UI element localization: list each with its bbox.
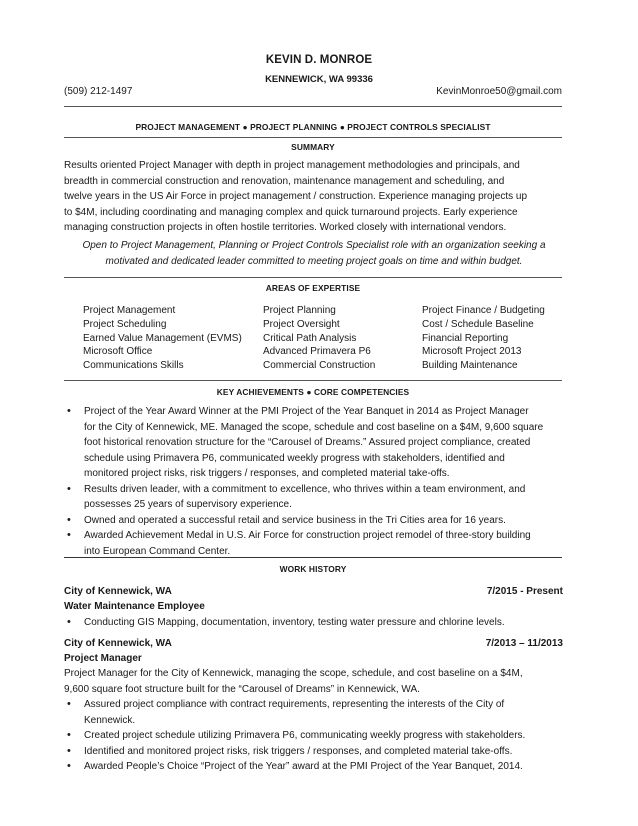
job-bullets: [64, 697, 564, 775]
list-item: [64, 482, 564, 513]
summary-line: to $4M, including coordinating and managing complex and quick turnaround projects. Early experience: [64, 206, 518, 218]
skill-item: Financial Reporting: [422, 332, 509, 344]
item-line: monitored project risks, risk triggers / responses, and completed material take-offs.: [84, 468, 450, 479]
summary-line: Results oriented Project Manager with depth in project management methodologies and principals, and: [64, 160, 520, 171]
summary-line: managing construction projects in often hostile territories. Worked closely with international vendors.: [64, 222, 507, 233]
skill-item: Cost / Schedule Baseline: [422, 318, 534, 330]
objective-line: Open to Project Management, Planning or Project Controls Specialist role with an organization seeking a: [82, 240, 546, 251]
list-item: [64, 728, 564, 744]
item-line: • Awarded People’s Choice “Project of the Year” award at the PMI Project of the Year Banquet, 2014.: [84, 761, 523, 772]
job-description: [64, 666, 564, 697]
work-history-heading: WORK HISTORY: [279, 564, 347, 574]
job-dates: 7/2013 – 11/2013: [485, 638, 563, 649]
list-item: [64, 697, 564, 728]
candidate-location: KENNEWICK, WA 99336: [265, 74, 373, 85]
job-dates: 7/2015 - Present: [486, 586, 563, 597]
divider: [64, 137, 562, 138]
job-bullets: [64, 615, 564, 631]
item-line: • Awarded Achievement Medal in U.S. Air Force for construction project remodel of three-story building: [84, 530, 531, 541]
skill-item: Project Finance / Budgeting: [422, 305, 545, 316]
item-line: for the City of Kennewick, ME. Managed the scope, schedule and cost baseline on a $4M, 9,600 square: [84, 421, 544, 433]
candidate-name: KEVIN D. MONROE: [265, 54, 373, 66]
skill-item: Advanced Primavera P6: [263, 346, 371, 358]
job-header: [64, 586, 563, 597]
achievements-heading: KEY ACHIEVEMENTS ● CORE COMPETENCIES: [216, 387, 410, 397]
item-line: • Project of the Year Award Winner at the PMI Project of the Year Banquet in 2014 as Project Manager: [84, 406, 529, 417]
skill-item: Building Maintenance: [422, 360, 518, 372]
skill-item: Project Management: [83, 305, 176, 316]
item-line: • Identified and monitored project risks, risk triggers / responses, and completed material take-offs.: [84, 745, 513, 757]
divider: [64, 557, 562, 558]
list-item: [64, 404, 564, 482]
summary-line: breadth in commercial construction and renovation, maintenance management and scheduling, and: [64, 175, 505, 187]
divider: [64, 106, 562, 107]
achievements-list: [64, 404, 564, 559]
job-title: Water Maintenance Employee: [64, 601, 205, 612]
employer: City of Kennewick, WA: [64, 638, 172, 649]
employer: City of Kennewick, WA: [64, 586, 172, 597]
summary-heading: SUMMARY: [291, 142, 335, 152]
divider: [64, 277, 562, 278]
job-title: Project Manager: [64, 653, 142, 664]
skill-item: Project Planning: [263, 305, 336, 316]
item-line: • Conducting GIS Mapping, documentation, inventory, testing water pressure and chlorine levels.: [84, 617, 505, 628]
skill-item: Critical Path Analysis: [263, 332, 357, 344]
list-item: [64, 615, 564, 631]
objective-statement: [64, 238, 564, 269]
tagline: PROJECT MANAGEMENT ● PROJECT PLANNING ● PROJECT CONTROLS SPECIALIST: [135, 122, 491, 132]
item-line: Kennewick.: [84, 714, 136, 726]
job-header: [64, 638, 563, 649]
list-item: [64, 513, 564, 529]
phone-number[interactable]: (509) 212-1497: [64, 86, 133, 97]
description-line: 9,600 square foot structure built for the “Carousel of Dreams” in Kennewick, WA.: [64, 683, 420, 695]
list-item: [64, 759, 564, 775]
description-line: Project Manager for the City of Kennewick, managing the scope, schedule, and cost baseline on a $4M,: [64, 668, 523, 679]
item-line: • Owned and operated a successful retail and service business in the Tri Cities area for 16 years.: [84, 514, 506, 526]
email-address[interactable]: KevinMonroe50@gmail.com: [436, 86, 562, 97]
expertise-heading: AREAS OF EXPERTISE: [265, 283, 361, 293]
skill-item: Communications Skills: [83, 360, 184, 372]
item-line: • Created project schedule utilizing Primavera P6, communicating weekly progress with stakeholders.: [84, 730, 526, 741]
skill-item: Project Oversight: [263, 318, 340, 330]
divider: [64, 380, 562, 381]
skill-item: Commercial Construction: [263, 360, 376, 372]
list-item: [64, 744, 564, 760]
item-line: • Assured project compliance with contract requirements, representing the interests of the City of: [84, 699, 505, 710]
skill-item: Microsoft Office: [83, 346, 153, 358]
skill-item: Project Scheduling: [83, 318, 167, 330]
objective-line: motivated and dedicated leader committed to meeting project goals on time and within budget.: [105, 255, 523, 267]
summary-text: [64, 158, 564, 236]
item-line: into European Command Center.: [84, 545, 231, 557]
summary-line: twelve years in the US Air Force in project management / construction. Experience managing projects up: [64, 191, 528, 202]
item-line: possesses 25 years of supervisory experience.: [84, 499, 292, 510]
item-line: schedule using Primavera P6, communicated weekly progress with stakeholders, identified and: [84, 452, 505, 464]
skill-item: Earned Value Management (EVMS): [83, 332, 242, 344]
list-item: [64, 528, 564, 559]
item-line: foot historical renovation structure for the “Carousel of Dreams.” Assured project compliance, created: [84, 437, 531, 448]
item-line: • Results driven leader, with a commitment to excellence, who thrives within a team environment, and: [84, 483, 526, 495]
skill-item: Microsoft Project 2013: [422, 346, 522, 358]
expertise-grid: [83, 304, 563, 373]
